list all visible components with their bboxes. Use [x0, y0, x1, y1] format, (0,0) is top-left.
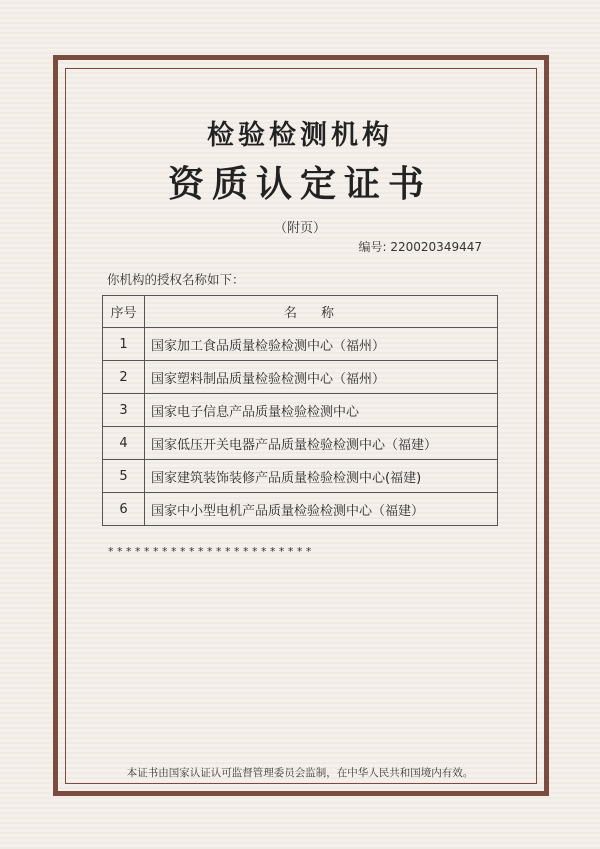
subtitle: （附页） — [273, 221, 326, 236]
row-index: 2 — [103, 361, 145, 394]
row-index: 3 — [103, 394, 145, 427]
separator-stars: * * * * * * * * * * * * * * * * * * * * * * * — [108, 545, 312, 558]
header-index: 序号 — [103, 296, 145, 328]
authorized-names-table — [102, 295, 498, 526]
row-name: 国家塑料制品质量检验检测中心（福州） — [145, 361, 498, 394]
header-name: 名称 — [145, 296, 498, 328]
table-row — [103, 460, 498, 493]
title-line-1: 检验检测机构 — [207, 120, 393, 151]
certificate-number — [359, 238, 483, 255]
row-index: 5 — [103, 460, 145, 493]
table-row — [103, 328, 498, 361]
table-row — [103, 493, 498, 526]
table-row — [103, 361, 498, 394]
certificate-number-label: 编号: — [358, 240, 387, 254]
row-name: 国家低压开关电器产品质量检验检测中心（福建） — [145, 427, 498, 460]
certificate-number-value: 220020349447 — [390, 240, 482, 254]
intro-text: 你机构的授权名称如下： — [107, 272, 245, 287]
row-name: 国家建筑装饰装修产品质量检验检测中心(福建) — [145, 460, 498, 493]
row-index: 6 — [103, 493, 145, 526]
row-index: 4 — [103, 427, 145, 460]
title-line-2: 资质认定证书 — [167, 163, 432, 205]
footer-note: 本证书由国家认证认可监督管理委员会监制，在中华人民共和国境内有效。 — [126, 767, 474, 779]
row-name: 国家电子信息产品质量检验检测中心 — [145, 394, 498, 427]
table-row — [103, 394, 498, 427]
row-name: 国家中小型电机产品质量检验检测中心（福建） — [145, 493, 498, 526]
table-header-row — [103, 296, 498, 328]
table-row — [103, 427, 498, 460]
row-name: 国家加工食品质量检验检测中心（福州） — [145, 328, 498, 361]
row-index: 1 — [103, 328, 145, 361]
